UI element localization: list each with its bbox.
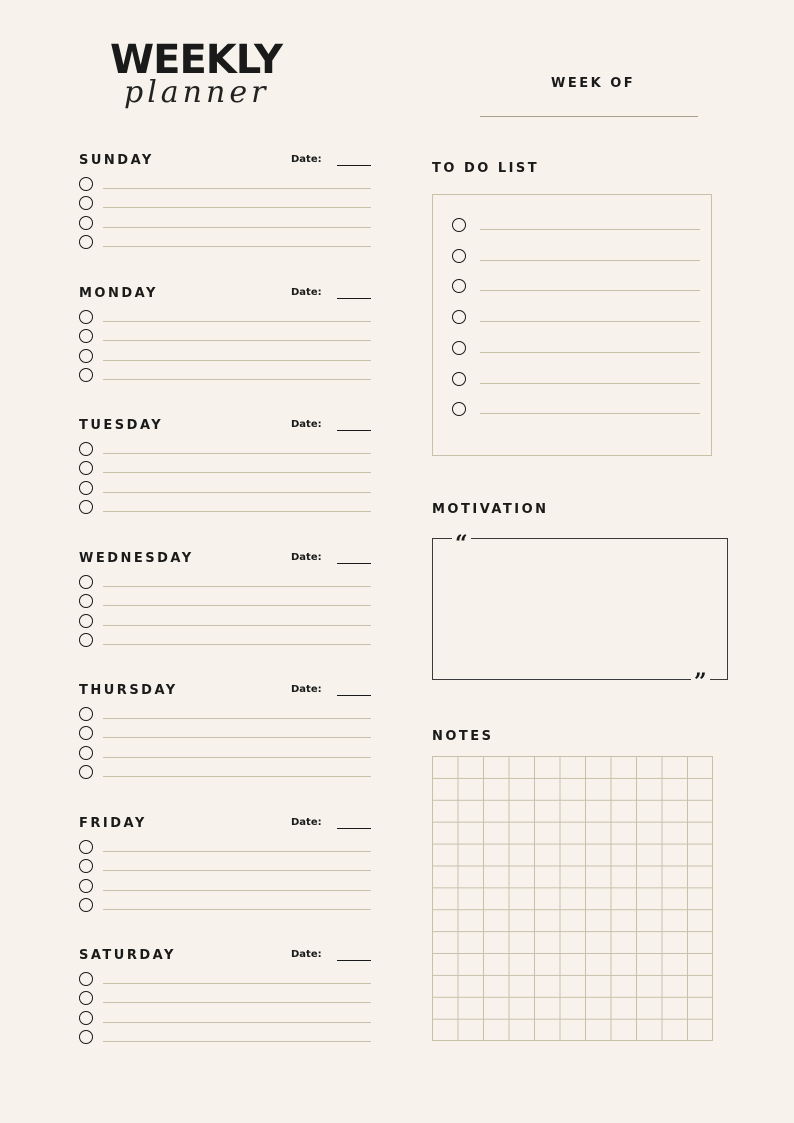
todo-row <box>452 218 700 234</box>
task-checkbox[interactable] <box>79 614 93 628</box>
day-section-sunday <box>79 153 371 263</box>
todo-row <box>452 341 700 357</box>
task-line[interactable] <box>103 340 371 341</box>
task-checkbox[interactable] <box>79 575 93 589</box>
date-input-line[interactable] <box>337 695 371 696</box>
task-line[interactable] <box>103 207 371 208</box>
date-label: Date: <box>291 949 322 960</box>
task-line[interactable] <box>103 983 371 984</box>
task-checkbox[interactable] <box>79 481 93 495</box>
task-line[interactable] <box>103 776 371 777</box>
task-line[interactable] <box>103 909 371 910</box>
todo-line[interactable] <box>480 290 700 291</box>
week-of-input-line[interactable] <box>480 116 698 117</box>
date-label: Date: <box>291 552 322 563</box>
task-line[interactable] <box>103 492 371 493</box>
close-quote-icon: ” <box>691 671 710 683</box>
task-row <box>79 898 371 914</box>
day-name: THURSDAY <box>79 683 178 698</box>
task-checkbox[interactable] <box>79 879 93 893</box>
todo-checkbox[interactable] <box>452 279 466 293</box>
todo-line[interactable] <box>480 321 700 322</box>
date-input-line[interactable] <box>337 563 371 564</box>
task-line[interactable] <box>103 625 371 626</box>
task-checkbox[interactable] <box>79 746 93 760</box>
date-label: Date: <box>291 287 322 298</box>
day-section-thursday <box>79 683 371 793</box>
task-checkbox[interactable] <box>79 461 93 475</box>
task-checkbox[interactable] <box>79 329 93 343</box>
day-section-wednesday <box>79 551 371 661</box>
todo-checkbox[interactable] <box>452 402 466 416</box>
task-row <box>79 879 371 895</box>
task-checkbox[interactable] <box>79 177 93 191</box>
day-name: MONDAY <box>79 286 158 301</box>
date-input-line[interactable] <box>337 828 371 829</box>
task-checkbox[interactable] <box>79 442 93 456</box>
open-quote-icon: “ <box>452 533 471 545</box>
day-name: TUESDAY <box>79 418 164 433</box>
task-row <box>79 368 371 384</box>
todo-row <box>452 249 700 265</box>
todo-line[interactable] <box>480 383 700 384</box>
task-row <box>79 500 371 516</box>
task-row <box>79 310 371 326</box>
task-checkbox[interactable] <box>79 840 93 854</box>
task-checkbox[interactable] <box>79 972 93 986</box>
task-line[interactable] <box>103 188 371 189</box>
task-row <box>79 442 371 458</box>
date-input-line[interactable] <box>337 165 371 166</box>
task-row <box>79 972 371 988</box>
task-checkbox[interactable] <box>79 1030 93 1044</box>
task-row <box>79 991 371 1007</box>
task-line[interactable] <box>103 227 371 228</box>
todo-heading: TO DO LIST <box>432 161 540 176</box>
planner-title: WEEKLY <box>110 37 282 83</box>
task-line[interactable] <box>103 644 371 645</box>
day-section-friday <box>79 816 371 926</box>
task-line[interactable] <box>103 511 371 512</box>
todo-list-box <box>432 194 712 456</box>
date-label: Date: <box>291 684 322 695</box>
todo-line[interactable] <box>480 260 700 261</box>
todo-row <box>452 279 700 295</box>
task-row <box>79 575 371 591</box>
task-row <box>79 840 371 856</box>
task-line[interactable] <box>103 757 371 758</box>
date-input-line[interactable] <box>337 430 371 431</box>
todo-line[interactable] <box>480 229 700 230</box>
task-checkbox[interactable] <box>79 859 93 873</box>
todo-row <box>452 372 700 388</box>
todo-row <box>452 310 700 326</box>
task-checkbox[interactable] <box>79 196 93 210</box>
task-checkbox[interactable] <box>79 368 93 382</box>
task-checkbox[interactable] <box>79 310 93 324</box>
task-checkbox[interactable] <box>79 707 93 721</box>
task-checkbox[interactable] <box>79 898 93 912</box>
task-line[interactable] <box>103 586 371 587</box>
task-line[interactable] <box>103 605 371 606</box>
todo-checkbox[interactable] <box>452 218 466 232</box>
task-row <box>79 633 371 649</box>
task-row <box>79 349 371 365</box>
week-of-label: WEEK OF <box>551 76 636 91</box>
task-row <box>79 481 371 497</box>
task-row <box>79 235 371 251</box>
task-line[interactable] <box>103 453 371 454</box>
task-line[interactable] <box>103 870 371 871</box>
planner-script-subtitle: planner <box>124 75 270 110</box>
todo-checkbox[interactable] <box>452 341 466 355</box>
task-row <box>79 594 371 610</box>
task-line[interactable] <box>103 890 371 891</box>
task-row <box>79 765 371 781</box>
task-row <box>79 196 371 212</box>
task-checkbox[interactable] <box>79 349 93 363</box>
task-checkbox[interactable] <box>79 1011 93 1025</box>
day-section-saturday <box>79 948 371 1058</box>
day-section-tuesday <box>79 418 371 528</box>
task-line[interactable] <box>103 1002 371 1003</box>
task-line[interactable] <box>103 321 371 322</box>
motivation-heading: MOTIVATION <box>432 502 549 517</box>
task-line[interactable] <box>103 246 371 247</box>
todo-row <box>452 402 700 418</box>
task-checkbox[interactable] <box>79 594 93 608</box>
task-row <box>79 707 371 723</box>
task-row <box>79 177 371 193</box>
task-row <box>79 1011 371 1027</box>
notes-heading: NOTES <box>432 729 494 744</box>
task-checkbox[interactable] <box>79 500 93 514</box>
date-label: Date: <box>291 154 322 165</box>
date-input-line[interactable] <box>337 298 371 299</box>
date-label: Date: <box>291 817 322 828</box>
task-line[interactable] <box>103 1041 371 1042</box>
day-name: WEDNESDAY <box>79 551 194 566</box>
task-checkbox[interactable] <box>79 216 93 230</box>
task-line[interactable] <box>103 1022 371 1023</box>
task-row <box>79 614 371 630</box>
task-row <box>79 216 371 232</box>
task-line[interactable] <box>103 737 371 738</box>
todo-line[interactable] <box>480 413 700 414</box>
motivation-box[interactable] <box>432 531 728 695</box>
task-row <box>79 461 371 477</box>
task-line[interactable] <box>103 718 371 719</box>
date-input-line[interactable] <box>337 960 371 961</box>
todo-checkbox[interactable] <box>452 310 466 324</box>
todo-line[interactable] <box>480 352 700 353</box>
date-label: Date: <box>291 419 322 430</box>
todo-checkbox[interactable] <box>452 249 466 263</box>
task-checkbox[interactable] <box>79 633 93 647</box>
day-name: FRIDAY <box>79 816 147 831</box>
task-row <box>79 746 371 762</box>
task-checkbox[interactable] <box>79 765 93 779</box>
task-row <box>79 859 371 875</box>
task-line[interactable] <box>103 851 371 852</box>
day-name: SUNDAY <box>79 153 154 168</box>
task-checkbox[interactable] <box>79 726 93 740</box>
notes-grid[interactable] <box>432 756 713 1041</box>
task-row <box>79 726 371 742</box>
day-section-monday <box>79 286 371 396</box>
task-line[interactable] <box>103 379 371 380</box>
task-row <box>79 1030 371 1046</box>
task-line[interactable] <box>103 360 371 361</box>
task-row <box>79 329 371 345</box>
day-name: SATURDAY <box>79 948 176 963</box>
task-checkbox[interactable] <box>79 235 93 249</box>
task-checkbox[interactable] <box>79 991 93 1005</box>
task-line[interactable] <box>103 472 371 473</box>
todo-checkbox[interactable] <box>452 372 466 386</box>
